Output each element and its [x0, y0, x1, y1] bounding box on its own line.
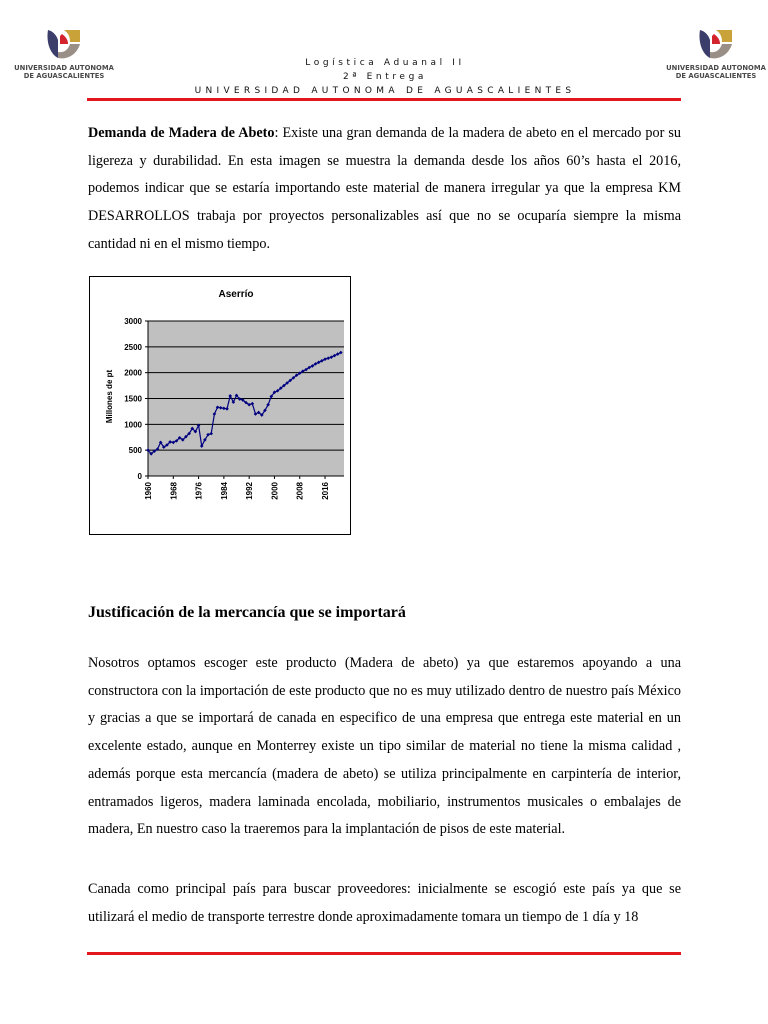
university-logo-left — [14, 28, 114, 84]
header-divider — [87, 98, 681, 101]
canada-paragraph: Canada como principal país para buscar proveedores: inicialmente se escogió este país ya que se utilizará el medio de transporte terrestre donde aproximadamente tomara un tiempo de 1 día y 18 — [88, 881, 681, 925]
logo-left-line1: UNIVERSIDAD AUTONOMA — [14, 64, 114, 72]
header-titles — [140, 56, 630, 98]
footer-divider — [87, 952, 681, 955]
chart-x-tick-label: 2000 — [270, 482, 280, 500]
chart-y-tick-label: 1500 — [124, 394, 142, 404]
header-university-title: UNIVERSIDAD AUTONOMA DE AGUASCALIENTES — [194, 86, 576, 96]
chart-y-tick-label: 2000 — [124, 368, 142, 378]
chart-x-tick-label: 1960 — [144, 482, 153, 500]
chart-y-axis-label: Millones de pt — [105, 369, 114, 424]
chart-x-tick-label: 2008 — [295, 482, 305, 500]
header-delivery-title: 2ª Entrega — [342, 72, 427, 82]
chart-x-tick-label: 1984 — [219, 482, 229, 500]
chart-y-tick-label: 500 — [128, 446, 142, 456]
chart-y-tick-label: 2500 — [124, 342, 142, 352]
university-logo-right — [666, 28, 766, 84]
chart-y-tick-label: 0 — [137, 472, 142, 481]
chart-x-tick-label: 2016 — [321, 482, 331, 500]
justification-paragraph: Nosotros optamos escoger este producto (Madera de abeto) ya que estaremos apoyando a una constructora con la importación de este producto que no es muy utilizado dentro de nuestro país México y gracias a que se importará de canada en especifico de una empresa que entrega este material en un excelente estado, aunque en Monterrey existe un tipo similar de material no tiene la misma calidad , además porque esta mercancía (madera de abeto) se utiliza principalmente en carpintería de interior, entramados ligeros, madera laminada encolada, mobiliario, instrumentos musicales o embalajes de madera, En nuestro caso la traeremos para la implantación de pisos de este material. — [88, 655, 681, 838]
sawmill-chart-svg — [90, 277, 352, 536]
demand-paragraph — [88, 120, 681, 259]
chart-x-tick-label: 1968 — [169, 482, 179, 500]
university-logo-mark-left — [44, 28, 84, 62]
chart-y-tick-label: 1000 — [124, 420, 142, 430]
justification-heading: Justificación de la mercancía que se importará — [88, 604, 406, 621]
chart-x-tick-label: 1976 — [194, 482, 204, 500]
demand-paragraph-body: : Existe una gran demanda de la madera de abeto en el mercado por su ligereza y durabilidad. En esta imagen se muestra la demanda desde los años 60’s hasta el 2016, podemos indicar que se estaría importando este material de manera irregular ya que la empresa KM DESARROLLOS trabaja por proyectos personalizables así que no se ocuparía siempre la misma cantidad ni en el mismo tiempo. — [88, 125, 681, 252]
logo-left-line2: DE AGUASCALIENTES — [23, 72, 105, 80]
logo-right-line2: DE AGUASCALIENTES — [675, 72, 757, 80]
chart-x-tick-label: 1992 — [245, 482, 255, 500]
header-course-title: Logística Aduanal II — [305, 58, 465, 68]
chart-title: Aserrío — [218, 289, 254, 300]
chart-y-tick-label: 3000 — [124, 317, 142, 326]
sawmill-chart — [89, 276, 351, 535]
university-logo-mark-right — [696, 28, 736, 62]
demand-paragraph-lead: Demanda de Madera de Abeto — [88, 125, 275, 141]
logo-right-line1: UNIVERSIDAD AUTONOMA — [666, 64, 766, 72]
